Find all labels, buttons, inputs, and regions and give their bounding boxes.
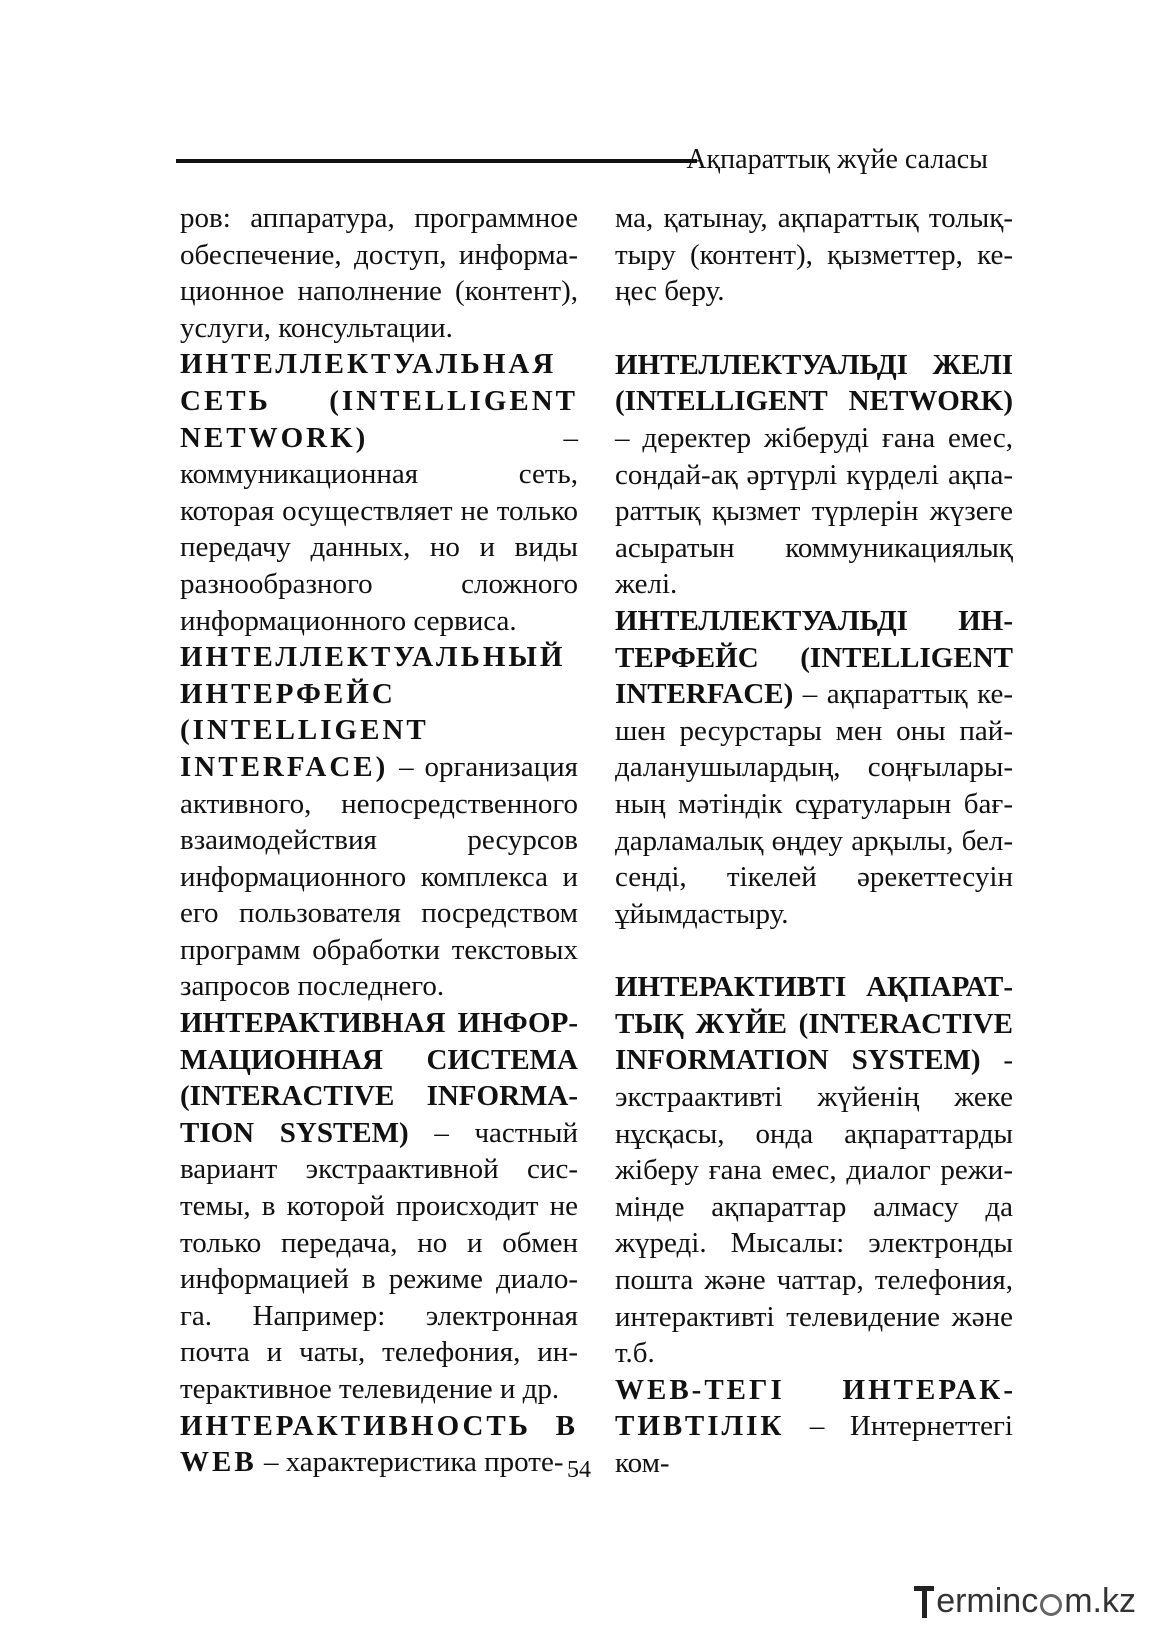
entry-definition: – организация активного, непосредственного взаимодействия ресурсов информационного комплекса и его пользователя посредством программ обработки текстовых запросов последнего. [180,750,578,1003]
header-rule [176,159,697,163]
magnifier-icon [1040,1594,1062,1616]
entry-definition: – ақпараттық кешен ресурстары мен оны пайдаланушылардың, соңғыларының мәтіндік сұратуларын бағдарламалық өңдеу арқылы, белсенді, тікелей әрекеттесуін ұйымдастыру. [615,678,1013,930]
dictionary-entry [180,1005,578,1408]
left-continuation: ров: аппаратура, программное обеспечение, доступ, информационное наполнение (контент), услуги, консультации. [180,202,578,344]
entry-term: ИНТЕРАКТИВНАЯ ИНФОРМАЦИОННАЯ СИСТЕМА (INTERACTIVE INFORMATION SYSTEM) [180,1007,578,1149]
t-logo-icon [914,1582,934,1620]
dictionary-entry [180,639,578,1005]
entry-definition: – Интернеттегі ком- [615,1410,1013,1479]
entry-term: ИНТЕРАКТИВТІ АҚПАРАТТЫҚ ЖҮЙЕ (INTERACTIVE INFORMATION SYSTEM) [615,971,1013,1077]
left-column [180,200,578,1481]
entry-term: ИНТЕЛЛЕКТУАЛЬНЫЙ ИНТЕРФЕЙС (INTELLIGENT INTERFACE) [180,641,566,783]
right-column [615,200,1013,1482]
entry-definition: – деректер жіберуді ғана емес, сондай-ақ әртүрлі күрделі ақпараттық қызмет түрлерін жүзеге асыратын коммуникациялық желі. [615,421,1013,601]
entry-term: ИНТЕРАКТИВНОСТЬ В WEB [180,1409,578,1479]
dictionary-entry [615,969,1013,1372]
entry-definition: – частный вариант экстраактивной системы, в которой происходит не только передача, но и обмен информацией в режиме диалога. Например: электронная почта и чаты, телефония, интерактивное телевидение и др. [180,1116,578,1405]
entry-term: ИНТЕЛЛЕКТУАЛЬНАЯ СЕТЬ (INTELLIGENT NETWORK) [180,348,578,454]
entry-definition: - экстраактивті жүйенің жеке нұсқасы, онда ақпараттарды жіберу ғана емес, диалог режимінде ақпараттар алмасу да жүреді. Мысалы: электронды пошта және чаттар, телефония, интерактивті телевидение және т.б. [615,1044,1013,1370]
entry-term: WEB-ТЕГІ ИНТЕРАКТИВТІЛІК [615,1373,1013,1443]
dictionary-entry [180,346,578,639]
entry-term: ИНТЕЛЛЕКТУАЛЬДІ ЖЕЛІ (INTELLIGENT NETWORK) [615,348,1013,418]
entry-term: ИНТЕЛЛЕКТУАЛЬДІ ИНТЕРФЕЙС (INTELLIGENT INTERFACE) [615,604,1013,711]
page-number: 54 [567,1457,591,1483]
running-header: Ақпараттық жүйе саласы [686,144,988,175]
right-continuation: ма, қатынау, ақпараттық толықтыру (контент), қызметтер, кеңес беру. [615,202,1013,308]
entry-definition: – характеристика проте- [256,1446,564,1479]
entry-definition: – коммуникационная сеть, которая осуществляет не только передачу данных, но и виды разнообразного сложного информационного сервиса. [180,421,578,637]
dictionary-entry [615,603,1013,932]
dictionary-entry [615,347,1013,603]
termincom-watermark: ermin c m.kz [914,1579,1136,1623]
